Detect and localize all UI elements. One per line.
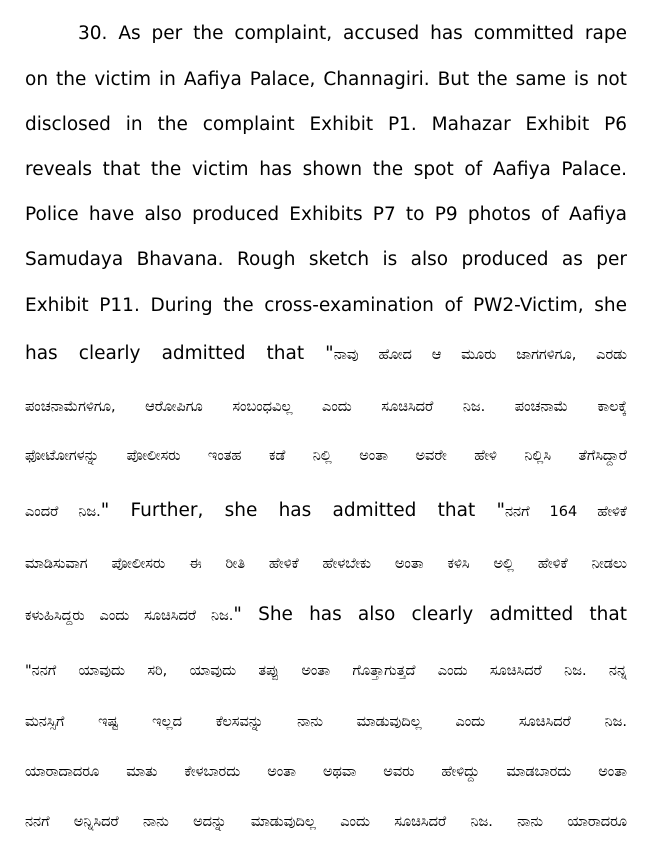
paragraph-line-14: "ನನಗೆ ಯಾವುದು ಸರಿ, ಯಾವುದು ತಪ್ಪು ಅಂತಾ ಗೊತ್ತಾಗುತ್ತದೆ ಎಂದು ಸೂಚಿಸಿದರೆ ನಿಜ. ನನ್ನ xyxy=(25,663,627,679)
paragraph-line-13: ಕಳುಹಿಸಿದ್ದರು ಎಂದು ಸೂಚಿಸಿದರೆ ನಿಜ." She has also clearly admitted that xyxy=(25,604,627,625)
paragraph-line-8: has clearly admitted that "ನಾವು ಹೋದ ಆ ಮೂರು ಜಾಗಗಳಿಗೂ, ಎರಡು xyxy=(25,343,627,364)
paragraph-line-16: ಯಾರಾದಾದರೂ ಮಾತು ಕೇಳಬಾರದು ಅಂತಾ ಅಥವಾ ಅವರು ಹೇಳಿದ್ದು ಮಾಡಬಾರದು ಅಂತಾ xyxy=(25,764,627,780)
paragraph-line-5: Police have also produced Exhibits P7 to P9 photos of Aafiya xyxy=(25,204,627,225)
paragraph-line-12: ಮಾಡಿಸುವಾಗ ಪೋಲೀಸರು ಈ ರೀತಿ ಹೇಳಿಕೆ ಹೇಳಬೇಕು ಅಂತಾ ಕಳಿಸಿ ಅಲ್ಲಿ ಹೇಳಿಕೆ ನೀಡಲು xyxy=(25,556,627,572)
paragraph-line-9: ಪಂಚನಾಮೆಗಳಿಗೂ, ಆರೋಪಿಗೂ ಸಂಬಂಧವಿಲ್ಲ ಎಂದು ಸೂಚಿಸಿದರೆ ನಿಜ. ಪಂಚನಾಮೆ ಕಾಲಕ್ಕೆ xyxy=(25,399,627,415)
paragraph-line-10: ಫೋಟೋಗಳನ್ನು ಪೋಲೀಸರು ಇಂತಹ ಕಡೆ ನಿಲ್ಲಿ ಅಂತಾ ಅವರೇ ಹೇಳಿ ನಿಲ್ಲಿಸಿ ತೆಗೆಸಿದ್ದಾರೆ xyxy=(25,448,627,464)
paragraph-line-15: ಮನಸ್ಸಿಗೆ ಇಷ್ಟ ಇಲ್ಲದ ಕೆಲಸವನ್ನು ನಾನು ಮಾಡುವುದಿಲ್ಲ ಎಂದು ಸೂಚಿಸಿದರೆ ನಿಜ. xyxy=(25,714,627,730)
paragraph-line-4: reveals that the victim has shown the spot of Aafiya Palace. xyxy=(25,159,627,180)
paragraph-line-2: on the victim in Aafiya Palace, Channagiri. But the same is not xyxy=(25,69,627,90)
paragraph-line-11: ಎಂದರೆ ನಿಜ." Further, she has admitted that "ನನಗೆ 164 ಹೇಳಿಕೆ xyxy=(25,500,627,521)
paragraph-line-1: 30. As per the complaint, accused has committed rape xyxy=(78,23,627,44)
paragraph-line-7: Exhibit P11. During the cross-examination of PW2-Victim, she xyxy=(25,295,627,316)
paragraph-line-6: Samudaya Bhavana. Rough sketch is also produced as per xyxy=(25,249,627,270)
paragraph-line-3: disclosed in the complaint Exhibit P1. Mahazar Exhibit P6 xyxy=(25,114,627,135)
paragraph-line-17: ನನಗೆ ಅನ್ನಿಸಿದರೆ ನಾನು ಅದನ್ನು ಮಾಡುವುದಿಲ್ಲ ಎಂದು ಸೂಚಿಸಿದರೆ ನಿಜ. ನಾನು ಯಾರಾದರೂ xyxy=(25,814,627,830)
